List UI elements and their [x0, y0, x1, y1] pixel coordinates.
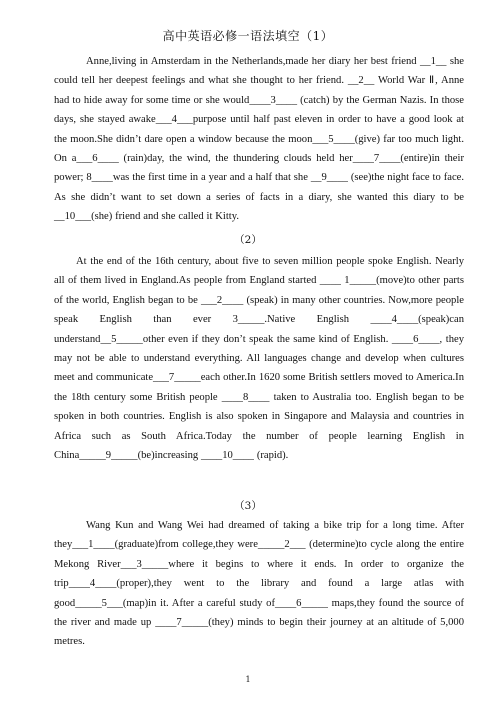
passage-3-label: （3） [234, 500, 262, 512]
page-number: 1 [245, 675, 251, 684]
passage-2-label: （2） [234, 234, 262, 246]
page-title: 高中英语必修一语法填空（1） [162, 29, 334, 43]
passage-1-text: Anne,living in Amsterdam in the Netherlands,made her diary her best friend __1__ she could tell her deepest feelings and what she thought to her friend. __2__ World War Ⅱ, Anne had to hide away for some time or she would____3____ (catch) by the German Nazis. In those days, she stayed awake___4___purpose until half past eleven in order to have a good look at the moon.She didn’t dare open a window because the moon___5____(give) far too much light. On a___6____ (rain)day, the wind, the thundering clouds held her____7____(entire)in their power; 8____was the first time in a year and a half that she __9____ (see)the night face to face. As she didn’t want to set down a series of facts in a diary, she wanted this diary to be __10___(she) friend and she called it Kitty. [54, 56, 464, 223]
passage-2-text: At the end of the 16th century, about five to seven million people spoke English. Nearly all of them lived in England.As people from England started ____ 1_____(move)to other parts of the world, English began to be ___2____ (speak) in many other countries. Now,more people speak English than ever 3_____.Native English ____4____(speak)can understand__5_____other even if they don’t speak the same kind of English. ____6____, they may not be able to understand everything. All languages change and develop when cultures meet and communicate___7_____each other.In 1620 some British settlers moved to America.In the 18th century some British people ____8____ taken to Australia too. English began to be spoken in both countries. English is also spoken in Singapore and Malaysia and countries in Africa such as South Africa.Today the number of people learning English in China_____9_____(be)increasing ____10____ (rapid). [54, 256, 464, 462]
passage-3-text: Wang Kun and Wang Wei had dreamed of taking a bike trip for a long time. After they___1____(graduate)from college,they were_____2___ (determine)to cycle along the entire Mekong River___3_____where it begins to where it ends. In order to organize the trip____4____(proper),they went to the library and found a large atlas with good_____5___(map)in it. After a careful study of____6_____ maps,they found the source of the river and made up ____7_____(they) minds to begin their journey at an altitude of 5,000 metres. [54, 520, 464, 648]
